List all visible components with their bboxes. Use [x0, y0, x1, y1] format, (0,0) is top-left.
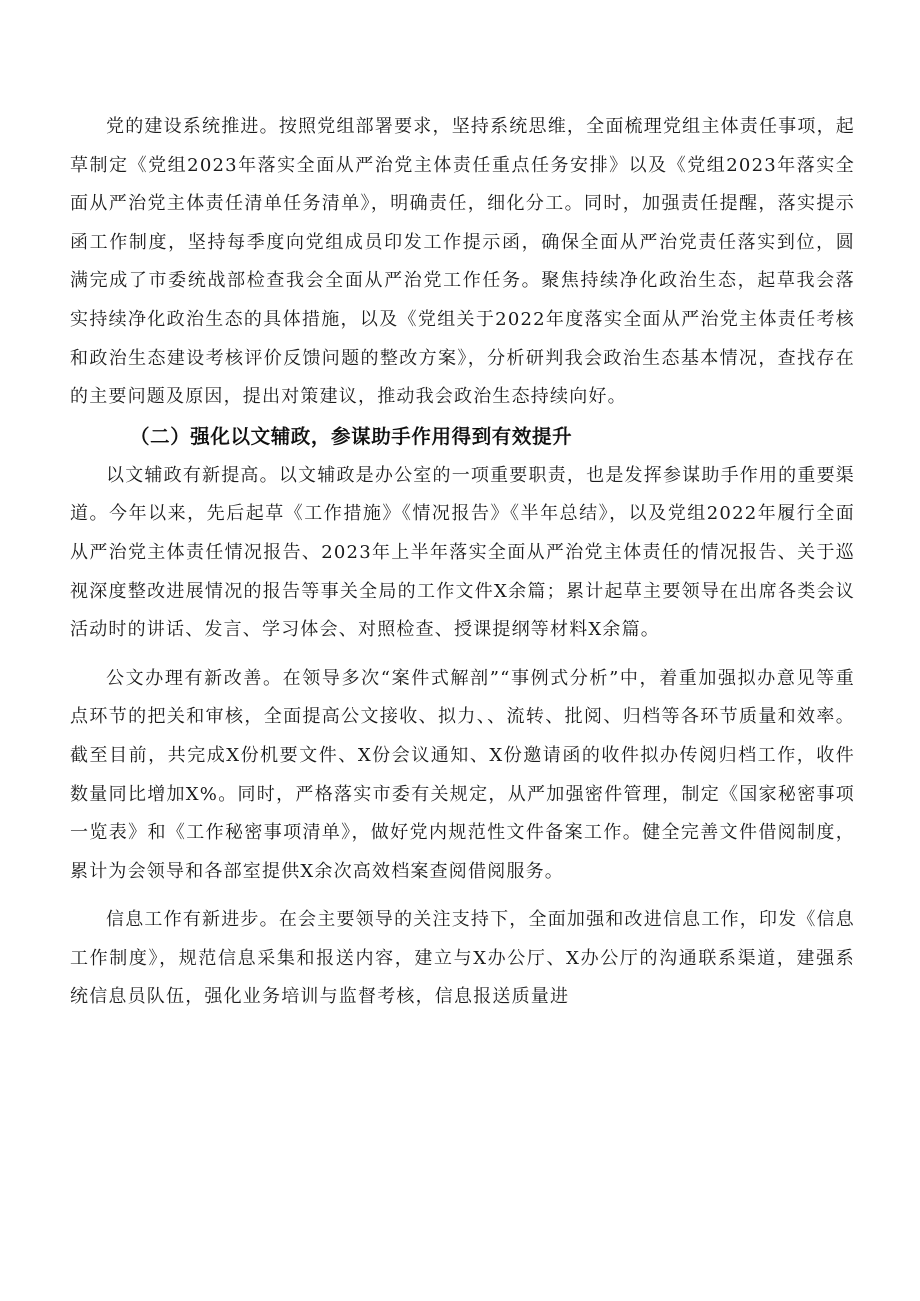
document-page [70, 108, 855, 1017]
paragraph-information-work: 信息工作有新进步。在会主要领导的关注支持下，全面加强和改进信息工作，印发《信息工作制度》，规范信息采集和报送内容，建立与X办公厅、X办公厅的沟通联系渠道，建强系统信息员队伍，强化业务培训与监督考核，信息报送质量进 [70, 909, 855, 1008]
paragraph-document-handling: 公文办理有新改善。在领导多次“案件式解剖”“事例式分析”中，着重加强拟办意见等重点环节的把关和审核，全面提高公文接收、拟力、、流转、批阅、归档等各环节质量和效率。截至目前，共完成X份机要文件、X份会议通知、X份邀请函的收件拟办传阅归档工作，收件数量同比增加X%。同时，严格落实市委有关规定，从严加强密件管理，制定《国家秘密事项一览表》和《工作秘密事项清单》，做好党内规范性文件备案工作。健全完善文件借阅制度，累计为会领导和各部室提供X余次高效档案查阅借阅服务。 [70, 667, 855, 882]
section-heading-2: （二）强化以文辅政，参谋助手作用得到有效提升 [130, 424, 573, 448]
paragraph-party-building: 党的建设系统推进。按照党组部署要求，坚持系统思维，全面梳理党组主体责任事项，起草制定《党组2023年落实全面从严治党主体责任重点任务安排》以及《党组2023年落实全面从严治党主体责任清单任务清单》，明确责任，细化分工。同时，加强责任提醒，落实提示函工作制度，坚持每季度向党组成员印发工作提示函，确保全面从严治党责任落实到位，圆满完成了市委统战部检查我会全面从严治党工作任务。聚焦持续净化政治生态，起草我会落实持续净化政治生态的具体措施，以及《党组关于2022年度落实全面从严治党主体责任考核和政治生态建设考核评价反馈问题的整改方案》，分析研判我会政治生态基本情况，查找存在的主要问题及原因，提出对策建议，推动我会政治生态持续向好。 [70, 116, 855, 408]
paragraph-drafting: 以文辅政有新提高。以文辅政是办公室的一项重要职责，也是发挥参谋助手作用的重要渠道。今年以来，先后起草《工作措施》《情况报告》《半年总结》，以及党组2022年履行全面从严治党主体责任情况报告、2023年上半年落实全面从严治党主体责任的情况报告、关于巡视深度整改进展情况的报告等事关全局的工作文件X余篇；累计起草主要领导在出席各类会议活动时的讲话、发言、学习体会、对照检查、授课提纲等材料X余篇。 [70, 464, 855, 641]
